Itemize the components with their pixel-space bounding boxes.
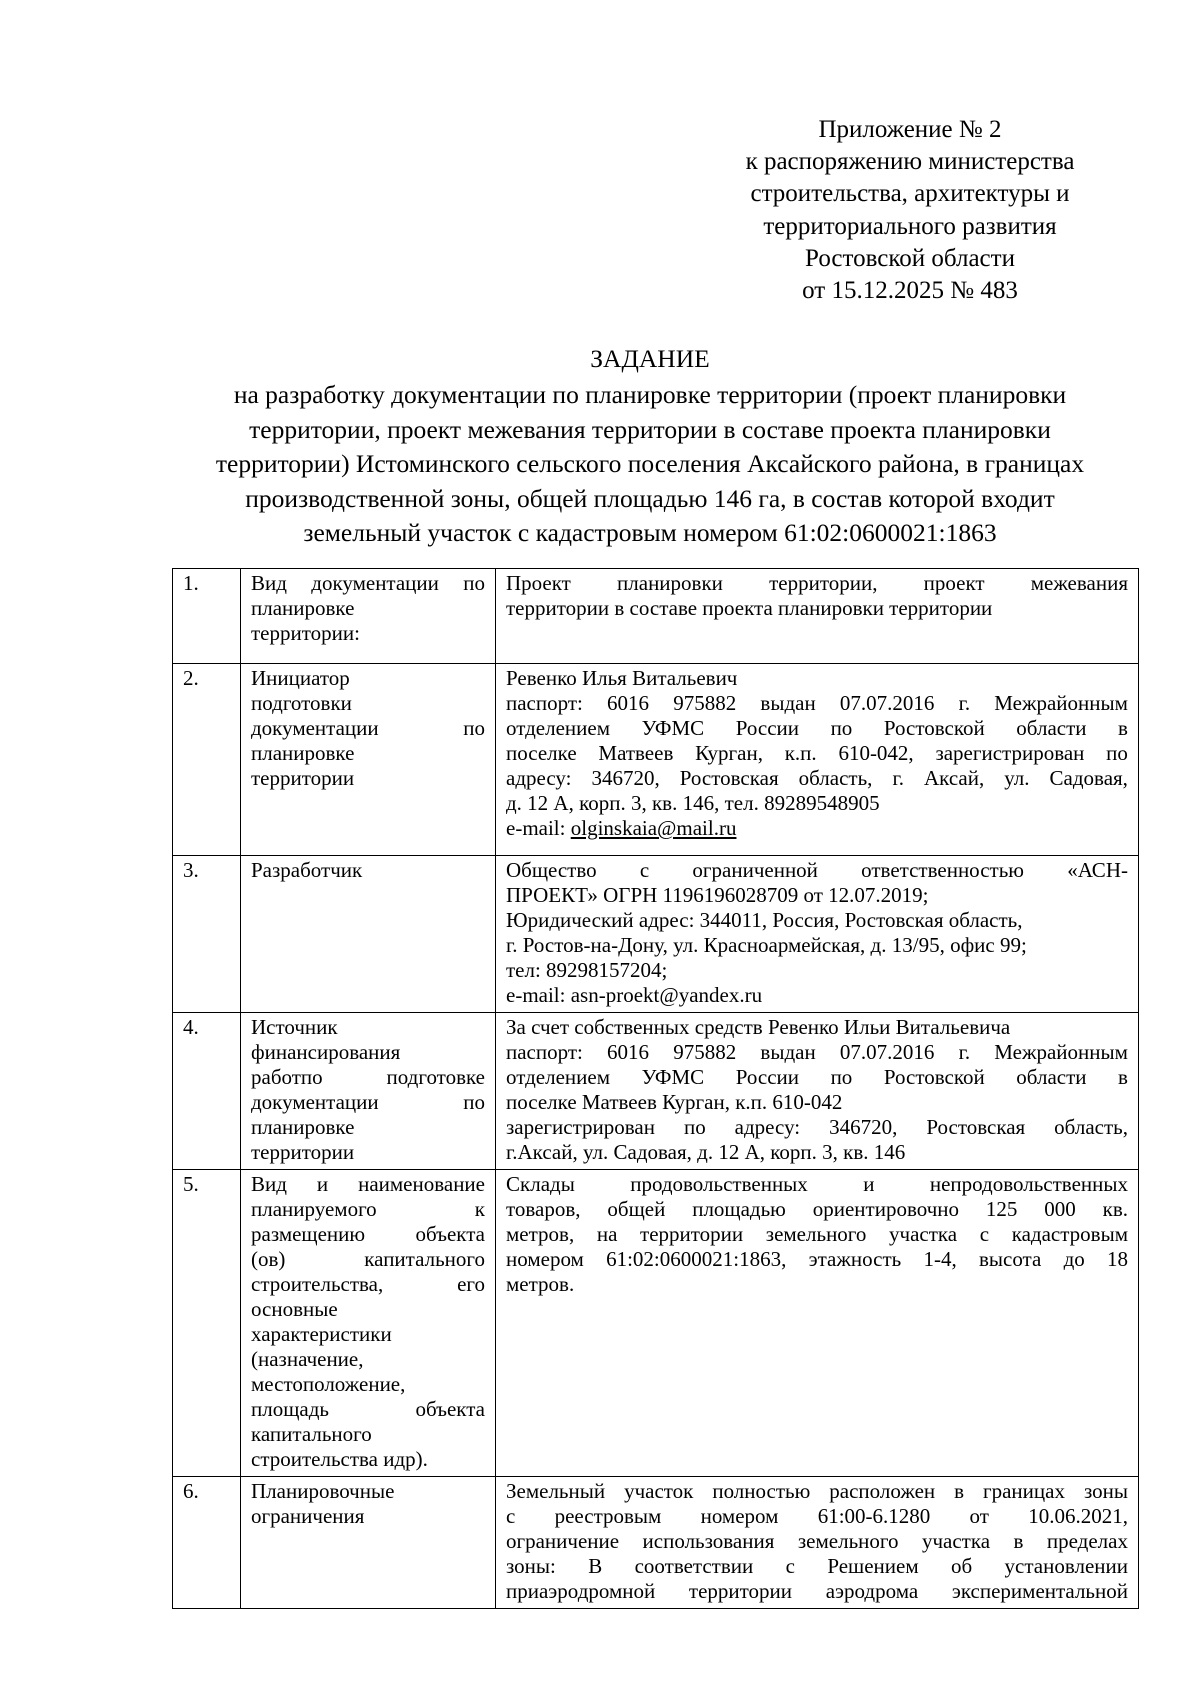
value-line: метров, на территории земельного участка с кадастровым (506, 1222, 1128, 1246)
document-subtitle (150, 378, 1150, 551)
subtitle-line: на разработку документации по планировке территории (проект планировки (233, 380, 1067, 409)
specification-table (172, 568, 1139, 1609)
label-line: территории: (251, 621, 360, 645)
appendix-number: Приложение № 2 (818, 116, 1002, 143)
value-line: адресу: 346720, Ростовская область, г. Аксай, ул. Садовая, (506, 766, 1128, 790)
value-line: паспорт: 6016 975882 выдан 07.07.2016 г. Межрайонным (506, 691, 1128, 715)
row-label (241, 1477, 496, 1609)
value-line: номером 61:02:0600021:1863, этажность 1-4, высота до 18 (506, 1247, 1128, 1271)
appendix-ministry-line2: территориального развития (763, 212, 1057, 240)
label-line: капитального (251, 1422, 372, 1446)
subtitle-line: производственной зоны, общей площадью 146 га, в состав которой входит (245, 483, 1055, 513)
label-line: ограничения (251, 1504, 365, 1528)
appendix-reference: к распоряжению министерства (745, 148, 1075, 176)
subtitle-line: земельный участок с кадастровым номером 61:02:0600021:1863 (303, 518, 997, 548)
table-row (173, 1477, 1139, 1609)
row-label (241, 856, 496, 1013)
label-line: Вид документации по (251, 571, 485, 595)
label-line: Разработчик (251, 858, 363, 882)
row-number: 1. (173, 569, 241, 664)
value-line: приаэродромной территории аэродрома экспериментальной (506, 1579, 1128, 1603)
row-number: 4. (173, 1013, 241, 1170)
value-line: поселке Матвеев Курган, к.п. 610-042, зарегистрирован по (506, 741, 1128, 765)
label-line: площадь объекта (251, 1397, 485, 1421)
label-line: подготовки (251, 691, 352, 715)
value-line: Ревенко Илья Витальевич (506, 666, 738, 690)
row-label (241, 1013, 496, 1170)
row-value (496, 1170, 1139, 1477)
row-label (241, 664, 496, 856)
label-line: строительства идр). (251, 1447, 428, 1471)
label-line: размещению объекта (251, 1222, 485, 1246)
label-line: планировке (251, 741, 355, 765)
value-line: тел: 89298157204; (506, 958, 668, 982)
subtitle-line: территории) Истоминского сельского поселения Аксайского района, в границах (215, 449, 1085, 479)
label-line: Планировочные (251, 1479, 395, 1503)
value-line: Земельный участок полностью расположен в границах зоны (506, 1479, 1128, 1503)
value-line: товаров, общей площадью ориентировочно 125 000 кв. (506, 1197, 1128, 1221)
row-value (496, 856, 1139, 1013)
label-line: финансирования (251, 1040, 401, 1064)
label-line: (ов) капитального (251, 1247, 485, 1271)
value-line: г. Ростов-на-Дону, ул. Красноармейская, д. 13/95, офис 99; (506, 933, 1027, 957)
value-line: Общество с ограниченной ответственностью «АСН- (506, 858, 1128, 882)
label-line: характеристики (251, 1322, 392, 1346)
row-value (496, 664, 1139, 856)
table-row (173, 569, 1139, 664)
row-number: 3. (173, 856, 241, 1013)
label-line: планируемого к (251, 1197, 485, 1221)
label-line: работпо подготовке (251, 1065, 485, 1089)
row-number: 6. (173, 1477, 241, 1609)
label-line: (назначение, (251, 1347, 364, 1371)
label-line: Источник (251, 1015, 338, 1039)
value-line: метров. (506, 1272, 575, 1296)
appendix-header (700, 114, 1120, 307)
value-line: Склады продовольственных и непродовольственных (506, 1172, 1128, 1196)
appendix-ministry-line1: строительства, архитектуры и (750, 180, 1070, 208)
row-number: 5. (173, 1170, 241, 1477)
label-line: планировке (251, 596, 355, 620)
label-line: основные (251, 1297, 338, 1321)
value-line: зоны: В соответствии с Решением об установлении (506, 1554, 1128, 1578)
value-line: e-mail: asn-proekt@yandex.ru (506, 983, 763, 1007)
label-line: планировке (251, 1115, 355, 1139)
row-number: 2. (173, 664, 241, 856)
label-line: Инициатор (251, 666, 350, 690)
value-line: Проект планировки территории, проект межевания (506, 571, 1128, 595)
value-line: Юридический адрес: 344011, Россия, Ростовская область, (506, 908, 1023, 932)
subtitle-line: территории, проект межевания территории в составе проекта планировки (249, 414, 1051, 444)
document-title: ЗАДАНИЕ (590, 344, 710, 373)
value-line: г.Аксай, ул. Садовая, д. 12 А, корп. 3, кв. 146 (506, 1140, 906, 1164)
row-label (241, 569, 496, 664)
appendix-region: Ростовской области (805, 244, 1015, 272)
value-line: ограничение использования земельного участка в пределах (506, 1529, 1128, 1553)
email-prefix: e-mail: (506, 816, 571, 840)
value-line: отделением УФМС России по Ростовской области в (506, 716, 1128, 740)
email-link[interactable]: olginskaia@mail.ru (570, 816, 737, 840)
value-line: территории в составе проекта планировки территории (506, 596, 993, 620)
appendix-date-number: от 15.12.2025 № 483 (802, 277, 1018, 305)
row-value (496, 1477, 1139, 1609)
row-value (496, 569, 1139, 664)
table-row (173, 1170, 1139, 1477)
row-label (241, 1170, 496, 1477)
label-line: территории (251, 766, 355, 790)
value-line: поселке Матвеев Курган, к.п. 610-042 (506, 1090, 843, 1114)
label-line: Вид и наименование (251, 1172, 485, 1196)
label-line: строительства, его (251, 1272, 485, 1296)
row-value (496, 1013, 1139, 1170)
label-line: территории (251, 1140, 355, 1164)
value-line: паспорт: 6016 975882 выдан 07.07.2016 г. Межрайонным (506, 1040, 1128, 1064)
value-line: За счет собственных средств Ревенко Ильи Витальевича (506, 1015, 1011, 1039)
table-row (173, 856, 1139, 1013)
table-row (173, 1013, 1139, 1170)
label-line: документации по (251, 1090, 485, 1114)
value-line: отделением УФМС России по Ростовской области в (506, 1065, 1128, 1089)
label-line: документации по (251, 716, 485, 740)
email-line (506, 816, 1128, 841)
table-row (173, 664, 1139, 856)
label-line: местоположение, (251, 1372, 406, 1396)
value-line: зарегистрирован по адресу: 346720, Ростовская область, (506, 1115, 1128, 1139)
value-line: ПРОЕКТ» ОГРН 1196196028709 от 12.07.2019; (506, 883, 929, 907)
value-line: с реестровым номером 61:00-6.1280 от 10.06.2021, (506, 1504, 1128, 1528)
value-line: д. 12 А, корп. 3, кв. 146, тел. 89289548905 (506, 791, 880, 815)
